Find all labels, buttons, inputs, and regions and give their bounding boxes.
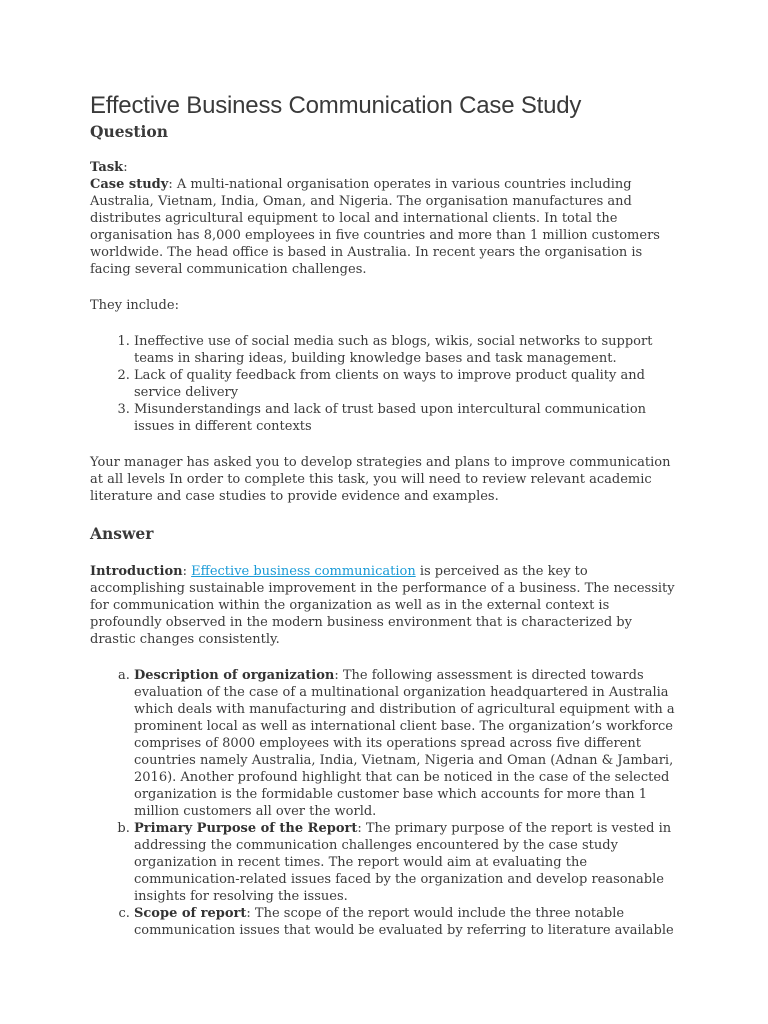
list-item: 1. Ineffective use of social media such as blogs, wikis, social networks to support teams in sharing ideas, building knowledge bases and task management.	[134, 333, 678, 367]
section-label: Scope of report	[134, 906, 247, 921]
section-text: : The primary purpose of the report is vested in addressing the communication challenges encountered by the case study organization in recent times. The report would aim at evaluating the communication-related issues faced by the organization and develop reasonable insights for resolving the issues.	[134, 821, 672, 904]
manager-paragraph: Your manager has asked you to develop strategies and plans to improve communication at all levels In order to complete this task, you will need to review relevant academic literature and case studies to provide evidence and examples.	[90, 455, 671, 504]
section-label: Description of organization	[134, 668, 335, 683]
list-item	[134, 667, 678, 820]
case-study-text: : A multi-national organisation operates in various countries including Australia, Vietnam, India, Oman, and Nigeria. The organisation manufactures and distributes agricultural equipment to local and international clients. In total the organisation has 8,000 employees in five countries and more than 1 million customers worldwide. The head office is based in Australia. In recent years the organisation is facing several communication challenges.	[90, 177, 660, 277]
task-line: Task:	[90, 160, 128, 175]
introduction-text: is perceived as the key to accomplishing sustainable improvement in the performance of a business. The necessity for communication within the organization as well as in the external context is profoundly observed in the modern business environment that is characterized by drastic changes consistently.	[90, 564, 675, 647]
task-label: Task	[90, 160, 124, 175]
list-item	[134, 905, 678, 939]
they-include-text: They include:	[90, 298, 179, 313]
section-text: : The following assessment is directed towards evaluation of the case of a multinational organization headquartered in Australia which deals with manufacturing and distribution of agricultural equipment with a prominent local as well as international client base. The organization’s workforce comprises of 8000 employees with its operations spread across five different countries namely Australia, India, Vietnam, Nigeria and Oman (Adnan & Jambari, 2016). Another profound highlight that can be noticed in the case of the selected organization is the formidable customer base which accounts for more than 1 million customers all over the world.	[134, 668, 675, 819]
question-heading: Question	[90, 122, 169, 141]
challenges-list	[90, 333, 678, 435]
report-sections-list	[90, 667, 678, 939]
list-item: 3. Misunderstandings and lack of trust based upon intercultural communication issues in different contexts	[134, 401, 678, 435]
introduction-paragraph: Introduction: Effective business communication is perceived as the key to accomplishing sustainable improvement in the performance of a business. The necessity for communication within the organization as well as in the external context is profoundly observed in the modern business environment that is characterized by drastic changes consistently.	[90, 564, 675, 647]
effective-business-communication-link[interactable]: Effective business communication	[191, 564, 416, 579]
answer-heading: Answer	[90, 524, 154, 543]
introduction-label: Introduction	[90, 564, 183, 579]
section-text: : The scope of the report would include the three notable communication issues that would be evaluated by referring to literature available	[134, 906, 674, 938]
case-study-label: Case study	[90, 177, 169, 192]
document-title: Effective Business Communication Case Study	[90, 92, 582, 119]
list-item	[134, 820, 678, 905]
list-item: 2. Lack of quality feedback from clients on ways to improve product quality and service delivery	[134, 367, 678, 401]
section-label: Primary Purpose of the Report	[134, 821, 358, 836]
case-study-paragraph	[90, 176, 678, 278]
